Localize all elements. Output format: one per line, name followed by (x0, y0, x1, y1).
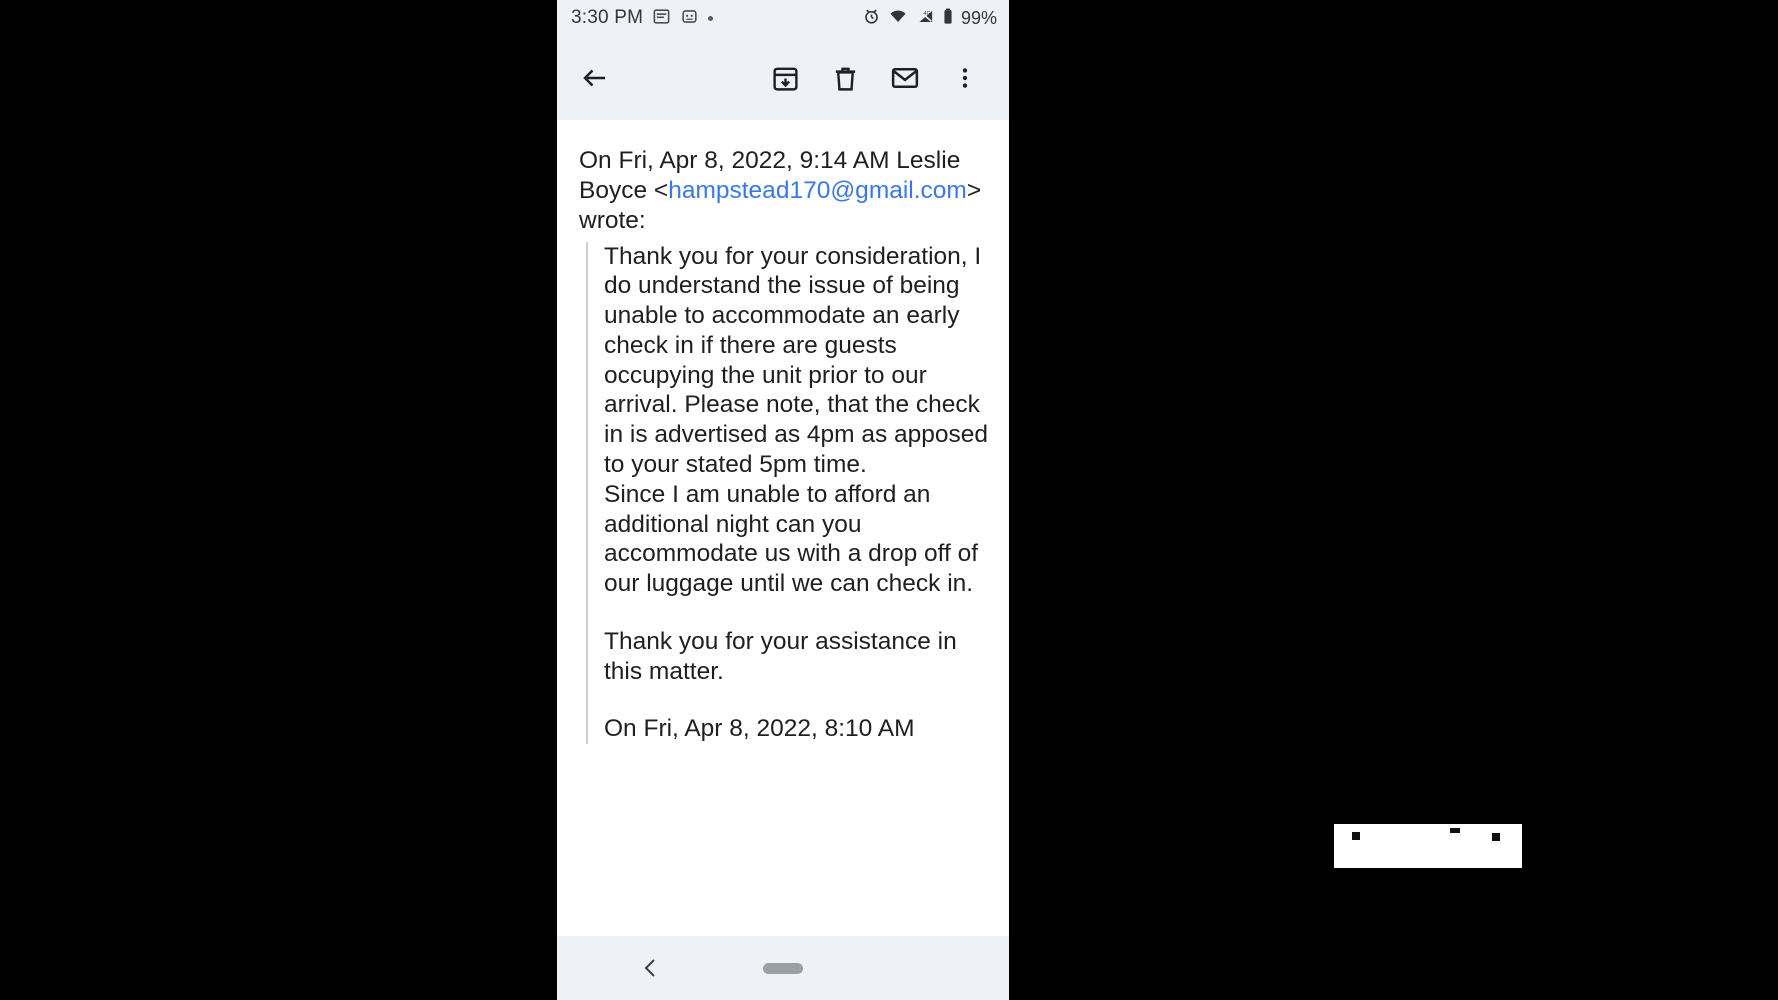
status-bar (557, 0, 1009, 36)
watermark-dot-1 (1352, 832, 1360, 840)
signal-4g-icon (915, 7, 935, 30)
delete-button[interactable] (815, 50, 875, 106)
quote-attribution-suffix: > wrote: (579, 176, 982, 234)
status-time: 3:30 PM (571, 7, 644, 28)
quoted-message (586, 242, 991, 744)
quoted-paragraph-3: Thank you for your assistance in this matter. (604, 627, 957, 685)
system-nav-bar (557, 936, 1009, 1000)
status-bar-left (571, 7, 862, 30)
notes-icon (652, 7, 671, 30)
svg-text:4G: 4G (923, 10, 931, 17)
battery-percent: 99% (960, 7, 997, 28)
app-toolbar (557, 36, 1009, 120)
quoted-paragraph-2: Since I am unable to afford an additional night can you accommodate us with a drop off of our luggage until we can check in. (604, 480, 979, 598)
back-button[interactable] (567, 50, 623, 106)
status-bar-right (862, 7, 997, 30)
watermark-dot-2 (1450, 828, 1460, 833)
quote-attribution (579, 146, 991, 236)
battery-icon (942, 7, 954, 30)
nav-back-icon[interactable] (631, 948, 671, 988)
nested-quote-attribution: On Fri, Apr 8, 2022, 8:10 AM (604, 715, 915, 743)
dot-icon (708, 16, 713, 21)
sender-email-link[interactable]: hampstead170@gmail.com (668, 176, 967, 204)
face-icon (680, 7, 699, 30)
alarm-icon (862, 7, 881, 30)
archive-button[interactable] (755, 50, 815, 106)
more-options-button[interactable] (935, 50, 995, 106)
email-body[interactable] (557, 120, 1009, 832)
watermark-dot-3 (1492, 833, 1500, 841)
paragraph-gap-2 (604, 686, 991, 714)
home-pill[interactable] (763, 963, 803, 974)
paragraph-gap (604, 599, 991, 627)
watermark-overlay (1334, 824, 1522, 868)
quoted-paragraph-1: Thank you for your consideration, I do understand the issue of being unable to accommodate an early check in if there are guests occupying the unit prior to our arrival. Please note, that the check in is advertised as 4pm as apposed to your stated 5pm time. (604, 242, 989, 478)
phone-screen (557, 0, 1009, 1000)
mark-unread-button[interactable] (875, 50, 935, 106)
wifi-icon (888, 7, 908, 30)
quote-attribution-prefix: On Fri, Apr 8, 2022, 9:14 AM Leslie Boyce < (579, 147, 961, 204)
